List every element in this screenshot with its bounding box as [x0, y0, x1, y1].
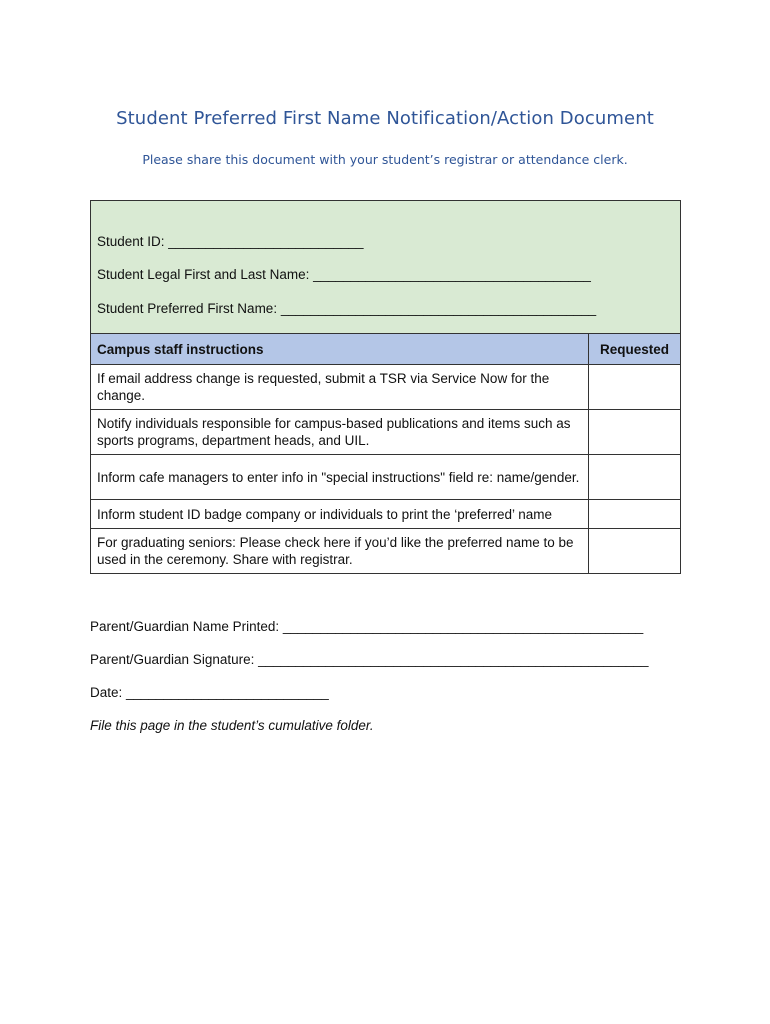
table-row: [91, 365, 681, 410]
parent-name-printed-field[interactable]: Parent/Guardian Name Printed: ________________________________________________: [90, 619, 644, 634]
table-row: [91, 529, 681, 574]
instruction-id-badge: Inform student ID badge company or individuals to print the ‘preferred’ name: [91, 500, 589, 529]
table-row: [91, 410, 681, 455]
requested-cell-graduating-seniors[interactable]: [589, 529, 681, 574]
instructions-column-header: Campus staff instructions: [91, 334, 589, 365]
footer-note: File this page in the student’s cumulative folder.: [90, 718, 374, 733]
student-id-field[interactable]: Student ID: __________________________: [97, 233, 364, 249]
requested-cell-cafe-managers[interactable]: [589, 455, 681, 500]
requested-cell-email-change[interactable]: [589, 365, 681, 410]
student-legal-name-field[interactable]: Student Legal First and Last Name: _____________________________________: [97, 267, 591, 283]
date-field[interactable]: Date: ___________________________: [90, 685, 329, 700]
table-row: [91, 500, 681, 529]
document-title: Student Preferred First Name Notification/Action Document: [116, 108, 654, 129]
parent-signature-field[interactable]: Parent/Guardian Signature: ____________________________________________________: [90, 652, 649, 667]
instruction-notify-publications: Notify individuals responsible for campus-based publications and items such as sports programs, department heads, and UIL.: [91, 410, 589, 455]
student-preferred-name-field[interactable]: Student Preferred First Name: __________________________________________: [97, 300, 597, 316]
student-info-block: [91, 201, 681, 334]
document-subtitle: Please share this document with your student’s registrar or attendance clerk.: [142, 152, 628, 167]
instruction-graduating-seniors: For graduating seniors: Please check here if you’d like the preferred name to be used in the ceremony. Share with registrar.: [91, 529, 589, 574]
requested-column-header: Requested: [589, 334, 681, 365]
requested-cell-id-badge[interactable]: [589, 500, 681, 529]
instruction-cafe-managers: Inform cafe managers to enter info in "special instructions" field re: name/gender.: [91, 455, 589, 500]
requested-cell-notify-publications[interactable]: [589, 410, 681, 455]
table-row: [91, 455, 681, 500]
student-form-table: [90, 200, 681, 574]
instruction-email-change: If email address change is requested, submit a TSR via Service Now for the change.: [91, 365, 589, 410]
